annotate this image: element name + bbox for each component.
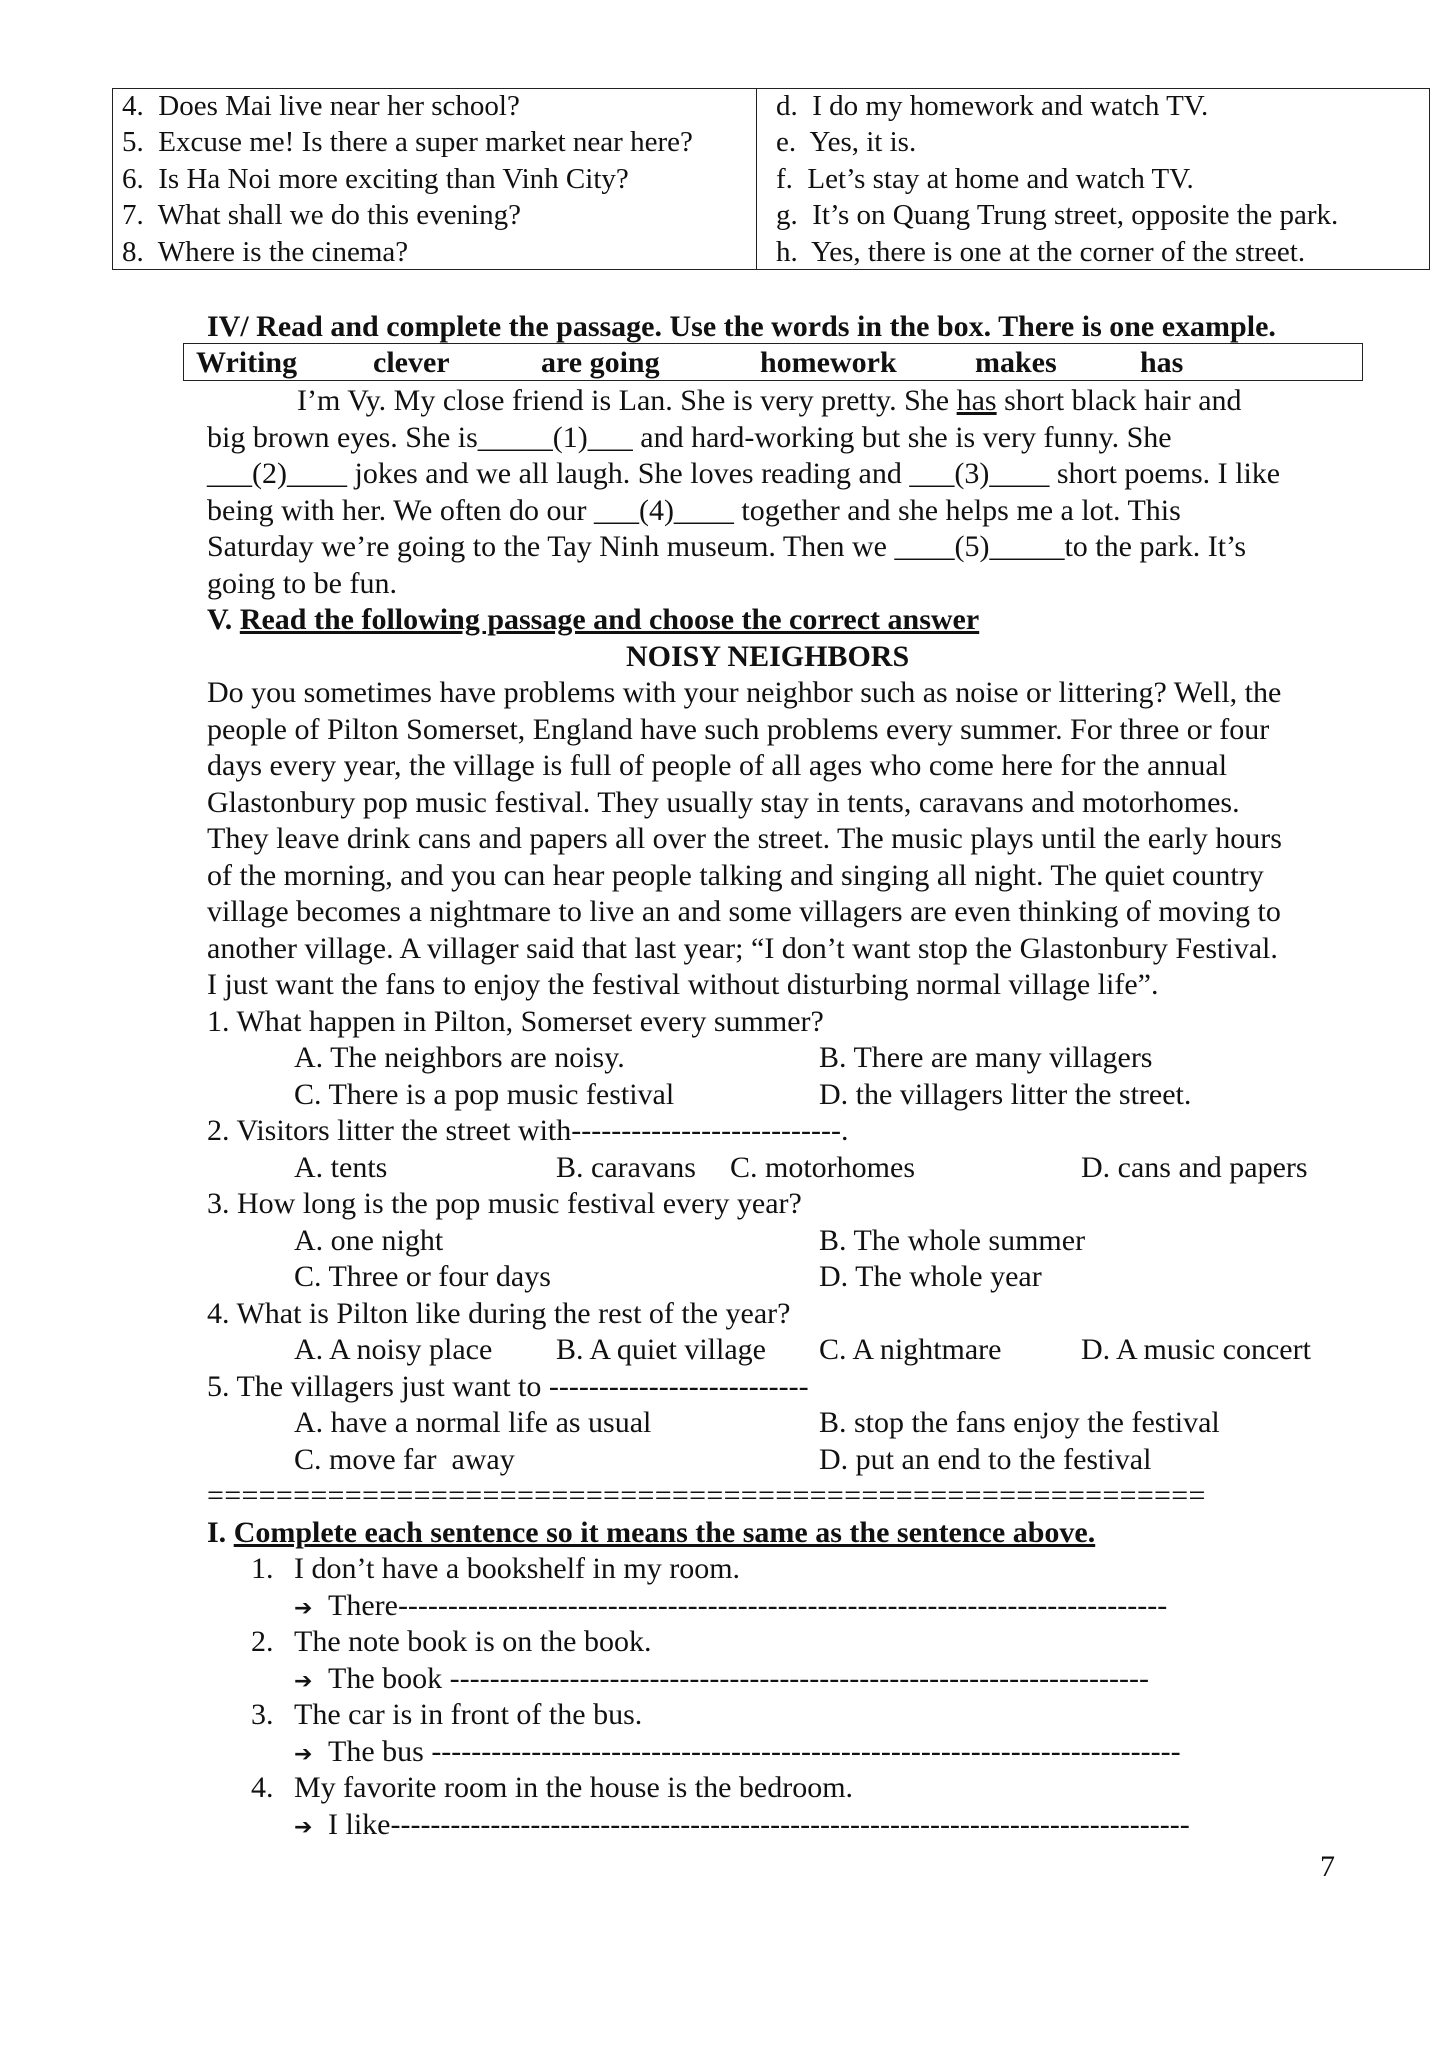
question: 2. Visitors litter the street with---------------------------. [207, 1114, 849, 1147]
word-box-item: makes [975, 346, 1057, 379]
exercise-number: 1. [251, 1552, 274, 1585]
question: 1. What happen in Pilton, Somerset every summer? [207, 1005, 824, 1038]
passage-line: days every year, the village is full of people of all ages who come here for the annual [207, 749, 1228, 782]
table-divider [756, 88, 757, 270]
word-box-item: homework [760, 346, 897, 379]
exercise-sentence: The note book is on the book. [294, 1625, 652, 1658]
answer-option: C. motorhomes [730, 1151, 915, 1184]
answer-option: D. A music concert [1081, 1333, 1311, 1366]
table-left-item: 6. Is Ha Noi more exciting than Vinh City? [122, 163, 629, 195]
passage-line: Saturday we’re going to the Tay Ninh museum. Then we ____(5)_____to the park. It’s [207, 530, 1247, 563]
passage-title: NOISY NEIGHBORS [626, 640, 910, 673]
arrow-right-icon: ➔ [294, 1815, 313, 1840]
section-iv-heading: IV/ Read and complete the passage. Use the words in the box. There is one example. [207, 310, 1276, 343]
exercise-answer-line: ➔ The bus --------------------------------------------------------------------------- [294, 1733, 1181, 1770]
answer-option: A. have a normal life as usual [294, 1406, 652, 1439]
table-left-item: 5. Excuse me! Is there a super market near here? [122, 126, 693, 158]
answer-option: A. tents [294, 1151, 388, 1184]
passage-line: of the morning, and you can hear people talking and singing all night. The quiet country [207, 859, 1264, 892]
table-right-item: f. Let’s stay at home and watch TV. [776, 163, 1194, 195]
passage-line: going to be fun. [207, 567, 397, 600]
answer-option: A. one night [294, 1224, 444, 1257]
answer-option: C. A nightmare [819, 1333, 1002, 1366]
exercise-answer-line: ➔ There----------------------------------------------------------------------------- [294, 1587, 1167, 1624]
exercise-number: 2. [251, 1625, 274, 1658]
table-right-item: h. Yes, there is one at the corner of the street. [776, 236, 1306, 268]
word-box-item: clever [373, 346, 450, 379]
exercise-answer-line: ➔ I like-------------------------------------------------------------------------------- [294, 1806, 1190, 1843]
answer-option: D. the villagers litter the street. [819, 1078, 1192, 1111]
table-right-item: g. It’s on Quang Trung street, opposite the park. [776, 199, 1339, 231]
section-i-heading: I. Complete each sentence so it means the same as the sentence above. [207, 1516, 1096, 1549]
answer-option: B. A quiet village [556, 1333, 766, 1366]
table-left-item: 8. Where is the cinema? [122, 236, 409, 268]
answer-option: B. stop the fans enjoy the festival [819, 1406, 1220, 1439]
question: 5. The villagers just want to -------------------------- [207, 1370, 809, 1403]
exercise-number: 3. [251, 1698, 274, 1731]
answer-option: B. caravans [556, 1151, 696, 1184]
arrow-right-icon: ➔ [294, 1669, 313, 1694]
passage-line: I just want the fans to enjoy the festival without disturbing normal village life”. [207, 968, 1159, 1001]
table-right-item: d. I do my homework and watch TV. [776, 90, 1209, 122]
passage-line: another village. A villager said that last year; “I don’t want stop the Glastonbury Festival. [207, 932, 1278, 965]
passage-line: ___(2)____ jokes and we all laugh. She loves reading and ___(3)____ short poems. I like [207, 457, 1281, 490]
section-v-heading: V. Read the following passage and choose the correct answer [207, 603, 980, 636]
word-box-item: has [1140, 346, 1184, 379]
word-box-item: are going [541, 346, 660, 379]
exercise-sentence: I don’t have a bookshelf in my room. [294, 1552, 741, 1585]
passage-line: Do you sometimes have problems with your neighbor such as noise or littering? Well, the [207, 676, 1282, 709]
separator-line: ========================================================== [207, 1479, 1206, 1512]
exercise-sentence: My favorite room in the house is the bedroom. [294, 1771, 854, 1804]
passage-line: big brown eyes. She is_____(1)___ and hard-working but she is very funny. She [207, 421, 1172, 454]
exercise-answer-line: ➔ The book ---------------------------------------------------------------------- [294, 1660, 1149, 1697]
page-number: 7 [1320, 1850, 1335, 1883]
example-word: has [956, 384, 997, 417]
word-box-item: Writing [196, 346, 298, 379]
question: 4. What is Pilton like during the rest of the year? [207, 1297, 791, 1330]
answer-option: C. Three or four days [294, 1260, 551, 1293]
answer-option: B. There are many villagers [819, 1041, 1153, 1074]
passage-line: I’m Vy. My close friend is Lan. She is very pretty. She has short black hair and [297, 384, 1242, 417]
table-right-item: e. Yes, it is. [776, 126, 917, 158]
question: 3. How long is the pop music festival every year? [207, 1187, 802, 1220]
passage-line: village becomes a nightmare to live an and some villagers are even thinking of moving to [207, 895, 1281, 928]
answer-option: D. cans and papers [1081, 1151, 1308, 1184]
passage-line: people of Pilton Somerset, England have such problems every summer. For three or four [207, 713, 1270, 746]
answer-option: D. put an end to the festival [819, 1443, 1152, 1476]
passage-line: being with her. We often do our ___(4)____ together and she helps me a lot. This [207, 494, 1181, 527]
exercise-number: 4. [251, 1771, 274, 1804]
answer-option: C. There is a pop music festival [294, 1078, 675, 1111]
exercise-sentence: The car is in front of the bus. [294, 1698, 643, 1731]
answer-option: A. A noisy place [294, 1333, 493, 1366]
table-left-item: 4. Does Mai live near her school? [122, 90, 520, 122]
passage-line: They leave drink cans and papers all over the street. The music plays until the early hours [207, 822, 1282, 855]
answer-option: D. The whole year [819, 1260, 1042, 1293]
answer-option: B. The whole summer [819, 1224, 1086, 1257]
arrow-right-icon: ➔ [294, 1742, 313, 1767]
passage-line: Glastonbury pop music festival. They usually stay in tents, caravans and motorhomes. [207, 786, 1240, 819]
answer-option: A. The neighbors are noisy. [294, 1041, 625, 1074]
table-left-item: 7. What shall we do this evening? [122, 199, 521, 231]
arrow-right-icon: ➔ [294, 1596, 313, 1621]
answer-option: C. move far away [294, 1443, 515, 1476]
